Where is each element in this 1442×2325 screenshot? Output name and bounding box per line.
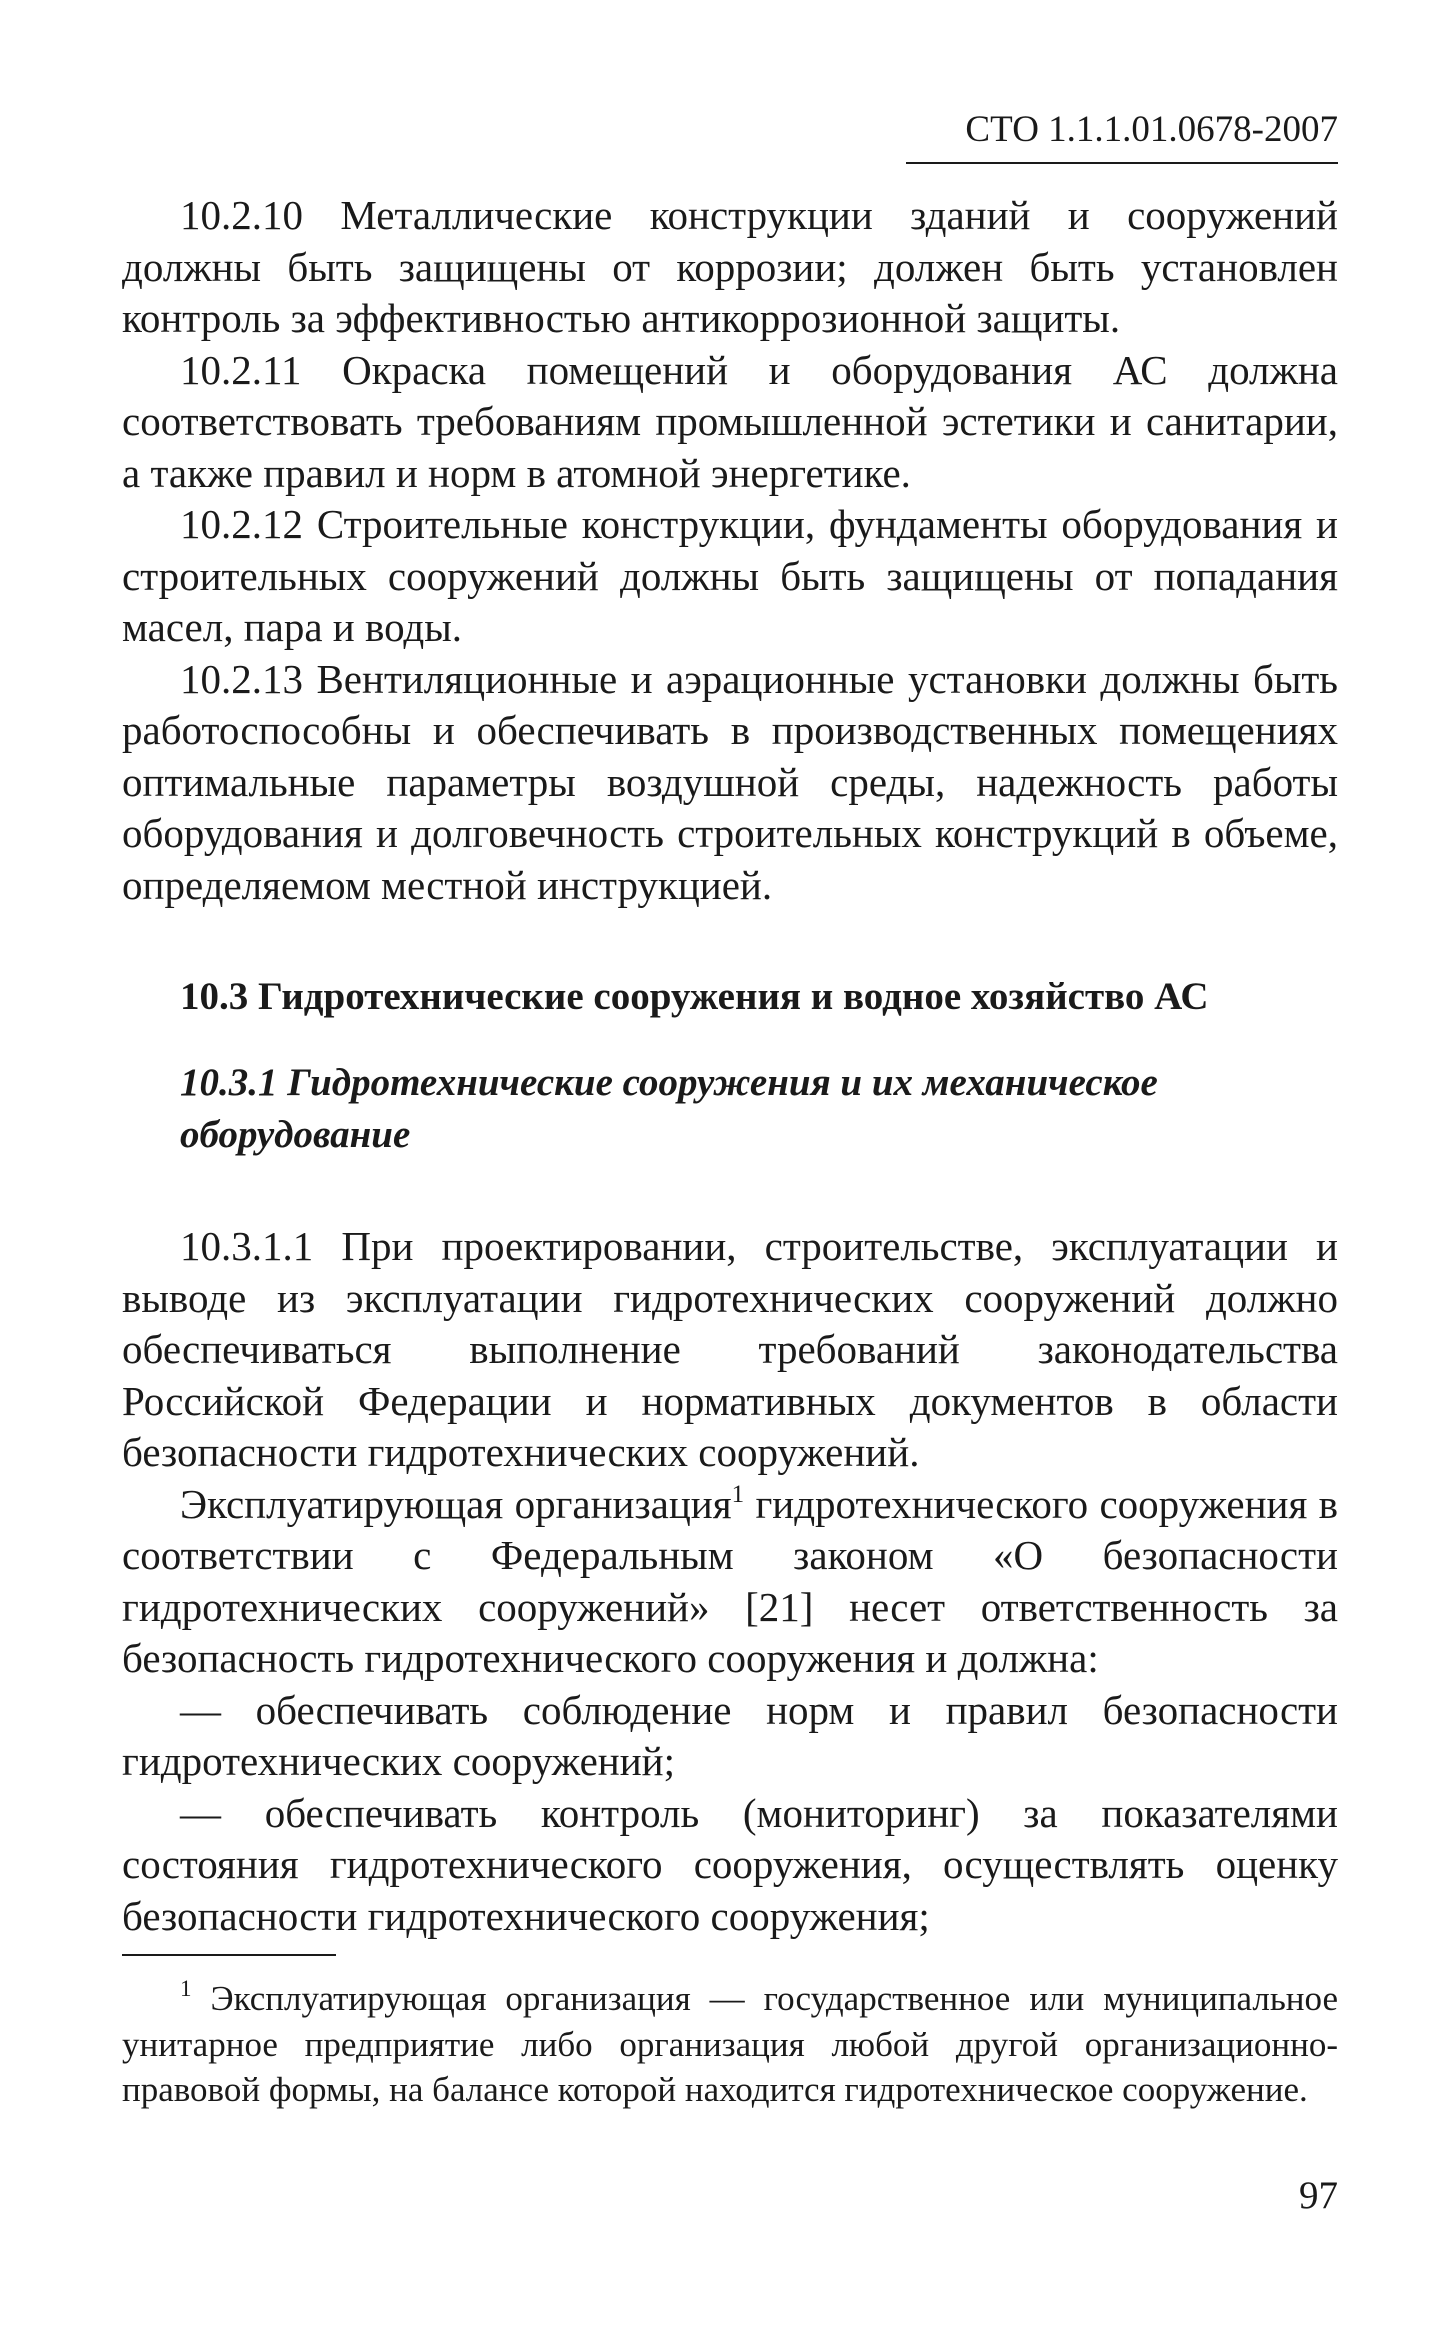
footnote-reference: 1	[731, 1480, 745, 1508]
paragraph-10-2-12: 10.2.12 Строительные конструкции, фундаменты оборудования и строительных сооружений должны быть защищены от попадания масел, пара и воды.	[122, 501, 1338, 650]
operator-text-end: гидротехнического сооружения в соответствии с Федеральным законом «О безопасности гидротехнических сооружений» [21] несет ответственность за безопасность гидротехнического сооружения и должна:	[122, 1480, 1338, 1681]
section-heading-10-3: 10.3 Гидротехнические сооружения и водное хозяйство АС	[180, 975, 1209, 1018]
header-rule	[906, 162, 1338, 164]
operator-text-start: Эксплуатирующая организация	[180, 1480, 732, 1527]
footnote-text: Эксплуатирующая организация — государственное или муниципальное унитарное предприятие либо организация любой другой организационно-правовой формы, на балансе которой находится гидротехническое сооружение.	[122, 1979, 1338, 2109]
subsection-heading-10-3-1: 10.3.1 Гидротехнические сооружения и их механическое оборудование	[180, 1061, 1158, 1156]
list-item: — обеспечивать соблюдение норм и правил безопасности гидротехнических сооружений;	[122, 1686, 1338, 1784]
list-item: — обеспечивать контроль (мониторинг) за показателями состояния гидротехнического сооружения, осуществлять оценку безопасности гидротехнического сооружения;	[122, 1789, 1338, 1939]
paragraph-10-3-1-1: 10.3.1.1 При проектировании, строительстве, эксплуатации и выводе из эксплуатации гидротехнических сооружений должно обеспечиваться выполнение требований законодательства Российской Федерации и нормативных документов в области безопасности гидротехнических сооружений.	[122, 1223, 1338, 1475]
page-number: 97	[1299, 2174, 1338, 2217]
paragraph-10-2-13: 10.2.13 Вентиляционные и аэрационные установки должны быть работоспособны и обеспечивать в производственных помещениях оптимальные параметры воздушной среды, надежность работы оборудования и долговечность строительных конструкций в объеме, определяемом местной инструкцией.	[122, 655, 1338, 908]
running-header: СТО 1.1.1.01.0678-2007	[965, 109, 1338, 150]
paragraph-operator	[122, 1479, 1338, 1685]
paragraph-10-2-11: 10.2.11 Окраска помещений и оборудования АС должна соответствовать требованиям промышленной эстетики и санитарии, а также правил и норм в атомной энергетике.	[122, 346, 1338, 496]
footnote-rule	[122, 1954, 336, 1956]
footnote-mark: 1	[180, 1976, 192, 2001]
main-content	[122, 190, 1338, 1942]
footnote	[122, 1976, 1338, 2113]
paragraph-10-2-10: 10.2.10 Металлические конструкции зданий и сооружений должны быть защищены от коррозии; должен быть установлен контроль за эффективностью антикоррозионной защиты.	[122, 192, 1338, 341]
